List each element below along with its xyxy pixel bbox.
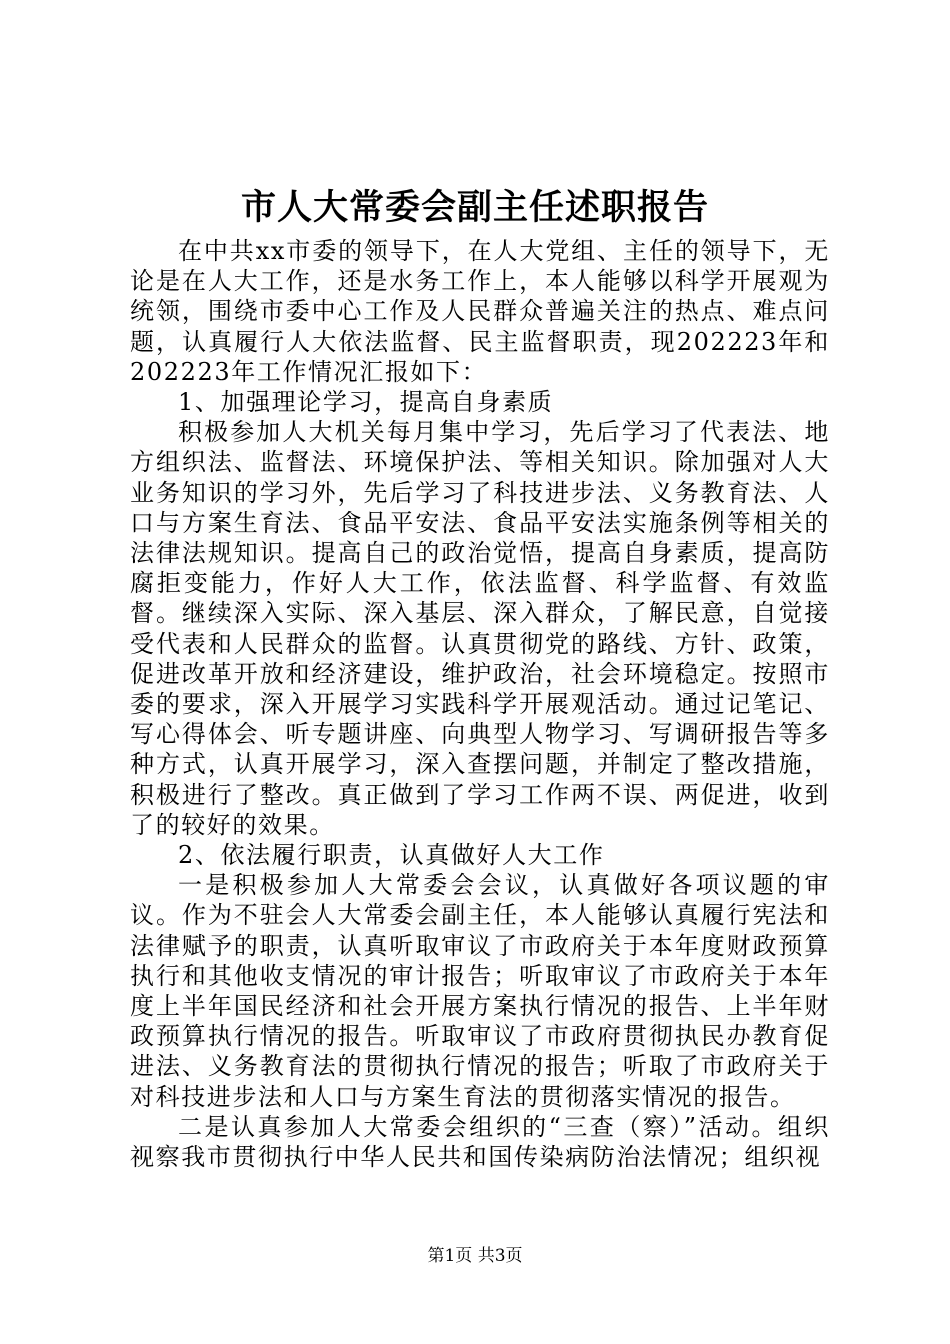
page-footer: 第1页 共3页 xyxy=(427,1246,523,1266)
document-title: 市人大常委会副主任述职报告 xyxy=(240,187,709,228)
paragraph-inspections: 二是认真参加人大常委会组织的“三查（察）”活动。组织视察我市贯彻执行中华人民共和国传染病防治法情况；组织视 xyxy=(130,1112,830,1172)
section-heading-2: 2、依法履行职责，认真做好人大工作 xyxy=(178,841,605,870)
document-body xyxy=(130,236,830,1172)
section-heading-1: 1、加强理论学习，提高自身素质 xyxy=(178,388,554,417)
paragraph-intro: 在中共xx市委的领导下，在人大党组、主任的领导下，无论是在人大工作，还是水务工作上，本人能够以科学开展观为统领，围绕市委中心工作及人民群众普遍关注的热点、难点问题，认真履行人大依法监督、民主监督职责，现202223年和202223年工作情况汇报如下： xyxy=(130,237,830,386)
paragraph-study: 积极参加人大机关每月集中学习，先后学习了代表法、地方组织法、监督法、环境保护法、等相关知识。除加强对人大业务知识的学习外，先后学习了科技进步法、义务教育法、人口与方案生育法、食品平安法、食品平安法实施条例等相关的法律法规知识。提高自己的政治觉悟，提高自身素质，提高防腐拒变能力，作好人大工作，依法监督、科学监督、有效监督。继续深入实际、深入基层、深入群众，了解民意，自觉接受代表和人民群众的监督。认真贯彻党的路线、方针、政策，促进改革开放和经济建设，维护政治，社会环境稳定。按照市委的要求，深入开展学习实践科学开展观活动。通过记笔记、写心得体会、听专题讲座、向典型人物学习、写调研报告等多种方式，认真开展学习，深入查摆问题，并制定了整改措施，积极进行了整改。真正做到了学习工作两不误、两促进，收到了的较好的效果。 xyxy=(130,418,830,839)
paragraph-meetings: 一是积极参加人大常委会会议，认真做好各项议题的审议。作为不驻会人大常委会副主任，本人能够认真履行宪法和法律赋予的职责，认真听取审议了市政府关于本年度财政预算执行和其他收支情况的审计报告；听取审议了市政府关于本年度上半年国民经济和社会开展方案执行情况的报告、上半年财政预算执行情况的报告。听取审议了市政府贯彻执民办教育促进法、义务教育法的贯彻执行情况的报告；听取了市政府关于对科技进步法和人口与方案生育法的贯彻落实情况的报告。 xyxy=(130,871,830,1111)
